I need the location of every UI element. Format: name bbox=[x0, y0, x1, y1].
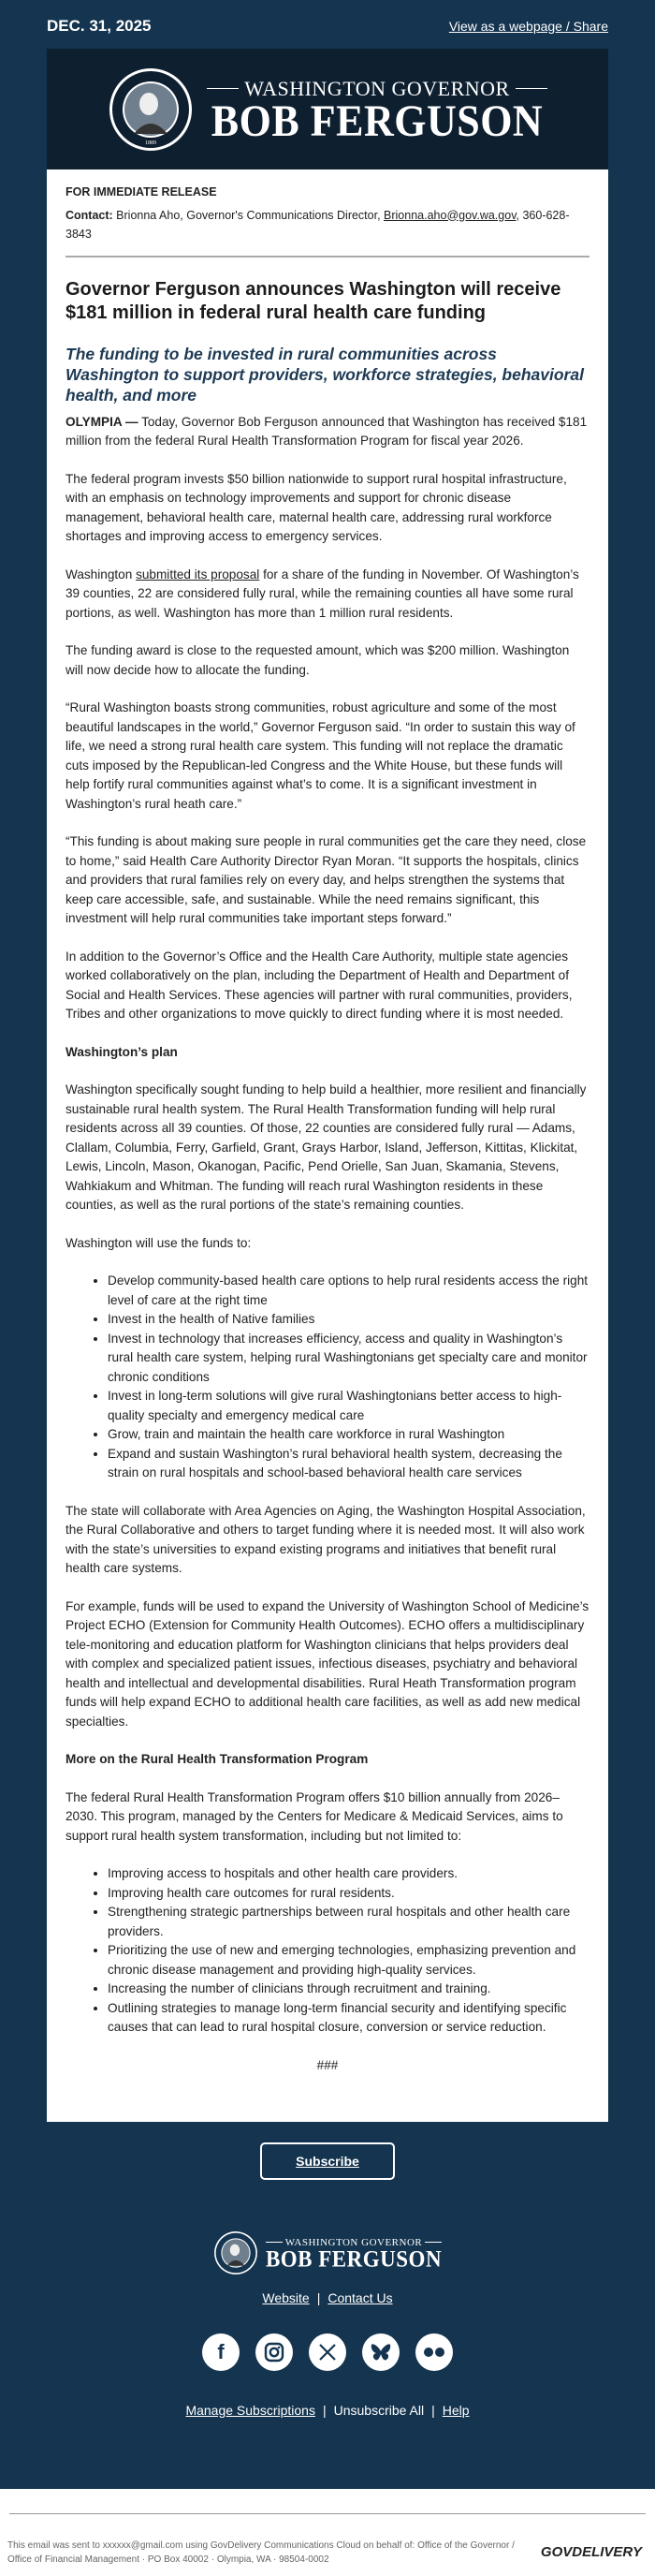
contact-us-link[interactable]: Contact Us bbox=[328, 2290, 393, 2305]
governor-quote: “Rural Washington boasts strong communities, robust agriculture and some of the most beautiful landscapes in the world,” Governor Ferguson said. “In order to sustain this way of life, we need a strong rural health care system. This funding will not replace the dramatic cuts imposed by the Republican-led Congress and the White House, but these funds will help fortify rural communities against what’s to come. It is a significant investment in Washington’s rural heath care.” bbox=[66, 700, 575, 811]
paragraph-text: Washington bbox=[66, 567, 137, 581]
list-item: • Grow, train and maintain the health care workforce in rural Washington bbox=[108, 1425, 590, 1445]
unsubscribe-all-link[interactable]: Unsubscribe All bbox=[333, 2403, 425, 2418]
logo-subtitle: WASHINGTON GOVERNOR bbox=[244, 76, 510, 100]
list-item: • Invest in technology that increases efficiency, access and quality in Washington’s rural health care system, helping rural Washingtonians get specialty care and monitor chronic conditions bbox=[108, 1330, 590, 1388]
paragraph: The federal Rural Health Transformation Program offers $10 billion annually from 2026–2030. This program, managed by the Centers for Medicare & Medicaid Services, aims to support rural health system transformation, including but not limited to: bbox=[66, 1789, 563, 1843]
contact-line bbox=[66, 206, 590, 244]
logo-subtitle: WASHINGTON GOVERNOR bbox=[284, 2236, 423, 2248]
logo-name: BOB FERGUSON bbox=[211, 96, 544, 146]
logo-name: BOB FERGUSON bbox=[265, 2245, 443, 2272]
list-item: • Invest in long-term solutions will give rural Washingtonians better access to high-quality specialty and emergency medical care bbox=[108, 1387, 590, 1425]
subscription-links bbox=[0, 2403, 655, 2418]
article-content bbox=[47, 169, 608, 2122]
director-quote: “This funding is about making sure people in rural communities get the care they need, close to home,” said Health Care Authority Director Ryan Moran. “It supports the hospitals, clinics and providers that rural families rely on every day, and helps strengthen the systems that keep care accessible, safe, and sustainable. While the need remains significant, this investment will help rural communities take important steps forward.” bbox=[66, 834, 587, 925]
list-item: • Improving health care outcomes for rural residents. bbox=[108, 1884, 590, 1904]
article-title: Governor Ferguson announces Washington will receive $181 million in federal rural health care funding bbox=[66, 278, 561, 323]
release-date: DEC. 31, 2025 bbox=[47, 17, 152, 35]
website-link[interactable]: Website bbox=[262, 2290, 310, 2305]
contact-text: Brionna Aho, Governor's Communications Director, bbox=[112, 208, 385, 222]
governor-logo bbox=[207, 76, 546, 146]
facebook-icon[interactable]: f bbox=[202, 2333, 240, 2371]
section-heading-plan: Washington’s plan bbox=[66, 1044, 178, 1059]
instagram-icon[interactable] bbox=[255, 2333, 293, 2371]
x-icon[interactable] bbox=[309, 2333, 346, 2371]
contact-phone: , 360-628-3843 bbox=[66, 208, 570, 241]
list-item: • Prioritizing the use of new and emerging technologies, emphasizing prevention and chronic disease management and providing high-quality services. bbox=[108, 1941, 590, 1980]
separator: | bbox=[316, 2290, 321, 2305]
paragraph-text: Today, Governor Bob Ferguson announced that Washington has received $181 million from the federal Rural Health Transformation Program for fiscal year 2026. bbox=[66, 414, 588, 448]
paragraph: For example, funds will be used to expand the University of Washington School of Medicine’s Project ECHO (Extension for Community Health Outcomes). ECHO offers a multidisciplinary tele-monitoring and education platform for Washington clinicians that helps providers deal with complex and specialized patient issues, infectious diseases, psychiatry and behavioral health and intellectual and developmental disabilities. Rural Heath Transformation program funds will help expand ECHO to additional health care facilities, as well as add new medical specialties. bbox=[66, 1598, 590, 1729]
divider bbox=[66, 256, 590, 258]
manage-subscriptions-link[interactable]: Manage Subscriptions bbox=[185, 2403, 315, 2418]
legal-text: This email was sent to xxxxxx@gmail.com using GovDelivery Communications Cloud on behalf of: Office of the Governor / Office of Financial Management · PO Box 40002 · Olympia, WA · 98504-0002 bbox=[7, 2540, 515, 2565]
separator: | bbox=[322, 2403, 327, 2418]
end-mark: ### bbox=[316, 2057, 339, 2072]
dateline: OLYMPIA — bbox=[66, 414, 138, 429]
flickr-icon[interactable] bbox=[415, 2333, 453, 2371]
paragraph: Washington specifically sought funding to help build a healthier, more resilient and financially sustainable rural health system. The Rural Health Transformation funding will help rural residents across all 39 counties. Of those, 22 counties are considered fully rural — Adams, Clallam, Columbia, Ferry, Garfield, Grant, Grays Harbor, Island, Jefferson, Kittitas, Klickitat, Lewis, Lincoln, Mason, Okanogan, Pacific, Pend Orielle, San Juan, Skamania, Stevens, Wahkiakum and Whitman. The funding will reach rural Washington residents in these counties, as well as the rural portions of the state’s remaining counties. bbox=[66, 1082, 587, 1212]
help-link[interactable]: Help bbox=[442, 2403, 470, 2418]
email-card bbox=[47, 49, 608, 2122]
list-item: • Develop community-based health care options to help rural residents access the right level of care at the right time bbox=[108, 1272, 590, 1310]
svg-text:1889: 1889 bbox=[145, 140, 157, 146]
subscribe-button[interactable]: Subscribe bbox=[260, 2142, 395, 2180]
list-item: • Expand and sustain Washington’s rural behavioral health system, decreasing the strain on rural hospitals and school-based behavioral health care services bbox=[108, 1445, 590, 1483]
paragraph-text: for a share of the funding in November. Of Washington’s 39 counties, 22 are considered fully rural, while the remaining counties all have some rural portions, as well. Washington has more than 1 million rural residents. bbox=[66, 567, 579, 620]
article-subtitle: The funding to be invested in rural communities across Washington to support providers, workforce strategies, behavioral health, and more bbox=[66, 344, 584, 405]
footer-links bbox=[0, 2290, 655, 2305]
header-banner bbox=[47, 49, 608, 169]
view-as-webpage-link[interactable]: View as a webpage / Share bbox=[448, 19, 608, 34]
footer-logo bbox=[0, 2230, 655, 2275]
release-label: FOR IMMEDIATE RELEASE bbox=[66, 185, 217, 199]
paragraph: The state will collaborate with Area Agencies on Aging, the Washington Hospital Association, the Rural Collaborative and others to target funding where it is needed most. It will also work with the state’s universities to expand existing programs and initiatives that benefit rural health care systems. bbox=[66, 1503, 586, 1575]
contact-label: Contact: bbox=[66, 208, 113, 222]
state-seal-icon bbox=[108, 66, 194, 153]
section-heading-more: More on the Rural Health Transformation Program bbox=[66, 1752, 369, 1766]
social-links bbox=[0, 2333, 655, 2371]
program-list bbox=[66, 1864, 590, 2038]
paragraph: Washington will use the funds to: bbox=[66, 1235, 252, 1250]
list-item: • Strengthening strategic partnerships between rural hospitals and other health care providers. bbox=[108, 1903, 590, 1941]
paragraph: In addition to the Governor’s Office and the Health Care Authority, multiple state agencies worked collaboratively on the plan, including the Department of Health and Department of Social and Health Services. These agencies will partner with rural communities, providers, Tribes and other organizations to move quickly to direct funding where it is most needed. bbox=[66, 949, 573, 1021]
paragraph bbox=[66, 566, 590, 624]
state-seal-icon bbox=[213, 2230, 258, 2275]
legal-footer bbox=[0, 2514, 655, 2576]
proposal-link[interactable]: submitted its proposal bbox=[136, 567, 260, 581]
paragraph: The federal program invests $50 billion nationwide to support rural hospital infrastructure, with an emphasis on technology improvements and support for chronic disease management, behavioral health care, maternal health care, addressing rural workforce shortages and improving access to emergency services. bbox=[66, 471, 567, 543]
bluesky-icon[interactable] bbox=[362, 2333, 400, 2371]
funds-list bbox=[66, 1272, 590, 1483]
govdelivery-logo: GOVDELIVERY bbox=[540, 2544, 642, 2560]
paragraph: The funding award is close to the requested amount, which was $200 million. Washington will now decide how to allocate the funding. bbox=[66, 643, 570, 677]
list-item: • Increasing the number of clinicians through recruitment and training. bbox=[108, 1980, 590, 1999]
separator: | bbox=[431, 2403, 435, 2418]
list-item: • Improving access to hospitals and other health care providers. bbox=[108, 1864, 590, 1884]
list-item: • Invest in the health of Native families bbox=[108, 1310, 590, 1330]
list-item: • Outlining strategies to manage long-term financial security and identifying specific causes that can lead to rural hospital closure, conversion or service reduction. bbox=[108, 1999, 590, 2038]
top-bar bbox=[47, 0, 608, 49]
contact-email-link[interactable]: Brionna.aho@gov.wa.gov bbox=[384, 208, 517, 222]
paragraph bbox=[66, 413, 590, 451]
